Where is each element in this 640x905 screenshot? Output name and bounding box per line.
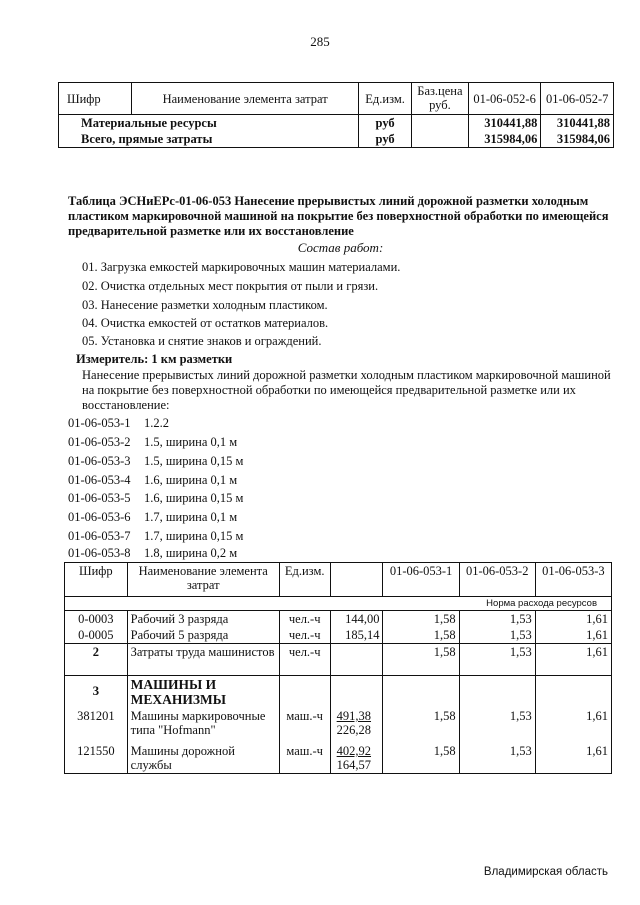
row-value-3: 1,61 [535,738,611,774]
row-name: Всего, прямые затраты [59,131,359,148]
code-text: 1.8, ширина 0,2 м [144,546,238,560]
code-id: 01-06-053-1 [68,416,131,430]
description: Нанесение прерывистых линий дорожной разметки холодным пластиком маркировочной машиной на покрытие без поверхностной обработки по имеющейся предварительной разметке или их восстановление: [82,368,611,412]
row-value-1: 315984,06 [468,131,541,148]
row-value-2: 1,53 [459,611,535,628]
table-row [65,627,612,644]
row-value-2 [459,676,535,709]
code-text: 1.6, ширина 0,15 м [144,491,244,505]
row-base-price [411,115,468,132]
code-id: 01-06-053-2 [68,435,131,449]
table-row [65,611,612,628]
row-base-price [411,131,468,148]
row-price: 144,00 [330,611,383,628]
row-value-2: 1,53 [459,627,535,644]
top-cost-table [58,82,614,148]
row-unit: чел.-ч [279,627,330,644]
row-value-3 [535,676,611,709]
header-price [330,563,383,597]
row-value-1: 310441,88 [468,115,541,132]
row-price [330,738,383,774]
code-item [68,454,243,469]
row-value-2: 1,53 [459,738,535,774]
row-unit [279,676,330,709]
price-top: 491,38 [336,709,372,723]
row-value-2: 310441,88 [541,115,614,132]
row-price [330,644,383,676]
row-value-3: 1,61 [535,611,611,628]
code-id: 01-06-053-5 [68,491,131,505]
row-value-1: 1,58 [383,611,459,628]
resource-norm-table [64,562,612,774]
code-item [68,491,243,506]
header-col-2: 01-06-052-7 [541,83,614,115]
work-item: 03. Нанесение разметки холодным пластиком. [82,298,328,312]
work-item: 01. Загрузка емкостей маркировочных машин материалами. [82,260,401,274]
code-item [68,529,243,544]
code-item [68,510,237,525]
row-unit: чел.-ч [279,611,330,628]
row-code: 121550 [65,738,128,774]
row-value-1: 1,58 [383,738,459,774]
row-name: Рабочий 5 разряда [127,627,279,644]
row-value-1: 1,58 [383,708,459,738]
price-bottom: 226,28 [336,723,372,737]
page-number: 285 [310,34,330,49]
row-code: 3 [65,676,128,709]
table-header-row [59,83,614,115]
row-code: 0-0003 [65,611,128,628]
row-unit: руб [359,131,412,148]
table-row [65,676,612,709]
code-id: 01-06-053-3 [68,454,131,468]
row-unit: чел.-ч [279,644,330,676]
row-value-3: 1,61 [535,708,611,738]
table-row [65,644,612,676]
row-name: Затраты труда машинистов [127,644,279,676]
row-value-1 [383,676,459,709]
row-name: Рабочий 3 разряда [127,611,279,628]
code-text: 1.7, ширина 0,15 м [144,529,244,543]
row-code: 2 [65,644,128,676]
header-col-1: 01-06-053-1 [383,563,459,597]
code-item [68,546,237,561]
row-code: 381201 [65,708,128,738]
code-text: 1.6, ширина 0,1 м [144,473,238,487]
header-base-price: Баз.цена руб. [411,83,468,115]
row-name: Машины маркировочные типа "Hofmann" [127,708,279,738]
table-title: Таблица ЭСНиЕРс-01-06-053 Нанесение прерывистых линий дорожной разметки холодным пластиком маркировочной машиной на покрытие без поверхностной обработки по имеющейся предварительной разметке или их восстановление [68,194,609,238]
norm-label-row [65,597,612,611]
work-item: 04. Очистка емкостей от остатков материалов. [82,316,329,330]
table-row [65,708,612,738]
row-value-1: 1,58 [383,644,459,676]
row-value-1: 1,58 [383,627,459,644]
code-text: 1.5, ширина 0,1 м [144,435,238,449]
code-item [68,435,237,450]
code-text: 1.2.2 [144,416,169,430]
code-id: 01-06-053-7 [68,529,131,543]
meter-label: Измеритель: 1 км разметки [76,352,233,366]
code-item [68,473,237,488]
header-unit: Ед.изм. [279,563,330,597]
table-header-row [65,563,612,597]
work-item: 02. Очистка отдельных мест покрытия от пыли и грязи. [82,279,379,293]
header-col-1: 01-06-052-6 [468,83,541,115]
header-unit: Ед.изм. [359,83,412,115]
norm-label: Норма расхода ресурсов [65,597,612,611]
row-value-3: 1,61 [535,627,611,644]
header-code: Шифр [59,83,132,115]
row-name: МАШИНЫ И МЕХАНИЗМЫ [127,676,279,709]
row-name: Материальные ресурсы [59,115,359,132]
row-value-2: 315984,06 [541,131,614,148]
table-row [65,738,612,774]
work-item: 05. Установка и снятие знаков и ограждений. [82,334,322,348]
header-col-2: 01-06-053-2 [459,563,535,597]
row-price [330,708,383,738]
row-value-2: 1,53 [459,708,535,738]
footer-region: Владимирская область [483,866,608,878]
header-code: Шифр [65,563,128,597]
table-row [59,115,614,132]
composition-label: Состав работ: [297,240,384,255]
code-id: 01-06-053-8 [68,546,131,560]
code-item [68,416,169,431]
row-price: 185,14 [330,627,383,644]
row-unit: руб [359,115,412,132]
price-top: 402,92 [336,744,372,758]
row-code: 0-0005 [65,627,128,644]
table-row [59,131,614,148]
header-name: Наименование элемента затрат [132,83,359,115]
header-name: Наименование элемента затрат [127,563,279,597]
code-text: 1.5, ширина 0,15 м [144,454,244,468]
code-id: 01-06-053-4 [68,473,131,487]
row-price [330,676,383,709]
code-text: 1.7, ширина 0,1 м [144,510,238,524]
row-unit: маш.-ч [279,708,330,738]
row-value-3: 1,61 [535,644,611,676]
price-bottom: 164,57 [336,758,372,772]
header-col-3: 01-06-053-3 [535,563,611,597]
row-unit: маш.-ч [279,738,330,774]
row-value-2: 1,53 [459,644,535,676]
row-name: Машины дорожной службы [127,738,279,774]
code-id: 01-06-053-6 [68,510,131,524]
